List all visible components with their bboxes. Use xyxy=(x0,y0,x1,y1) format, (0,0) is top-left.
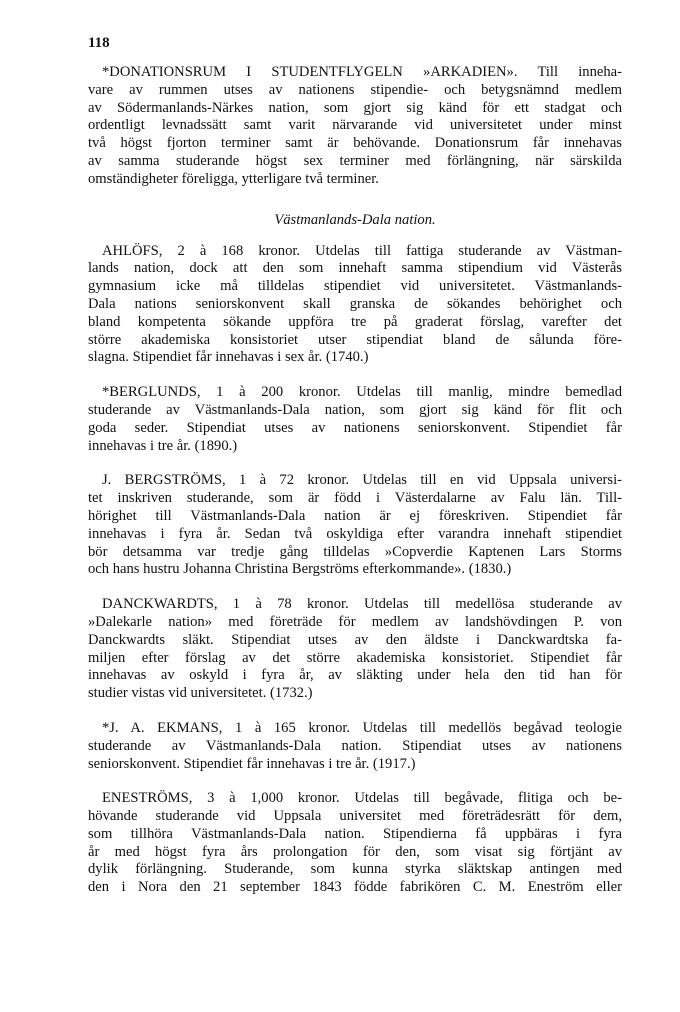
paragraph-gap xyxy=(88,703,622,720)
entry-line: gymnasium icke må tilldelas stipendiet vid universitetet. Västmanlands- xyxy=(88,278,622,295)
entry-enestroms xyxy=(88,790,622,897)
entry-line: seniorskonvent. Stipendiet får innehavas i tre år. (1917.) xyxy=(88,755,416,772)
entry-line: lands nation, dock att den som innehaft samma stipendium vid Västerås xyxy=(88,260,622,277)
entry-line: studerande av Västmanlands-Dala nation, som gjort sig känd för flit och xyxy=(88,401,622,418)
entry-berglunds xyxy=(88,384,622,455)
entry-line: goda seder. Stipendiat utses av nationens seniorskonvent. Stipendiet får xyxy=(88,419,622,436)
entry-line: större akademiska konsistoriet utser stipendiat bland de sålunda före- xyxy=(88,331,622,348)
entry-line: AHLÖFS, 2 à 168 kronor. Utdelas till fattiga studerande av Västman- xyxy=(102,242,622,259)
entry-line: J. BERGSTRÖMS, 1 à 72 kronor. Utdelas till en vid Uppsala universi- xyxy=(102,472,622,489)
paragraph-gap xyxy=(88,367,622,384)
entry-line: *DONATIONSRUM I STUDENTFLYGELN »ARKADIEN». Till inneha- xyxy=(102,64,622,80)
entry-line: hövande studerande vid Uppsala universitet med företrädesrätt för dem, xyxy=(88,808,622,825)
entry-line: *J. A. EKMANS, 1 à 165 kronor. Utdelas till medellös begåvad teologie xyxy=(102,719,622,736)
entry-line: Dala nations seniorskonvent skall granska de sökandes behörighet och xyxy=(88,295,622,312)
entry-line: DANCKWARDTS, 1 à 78 kronor. Utdelas till medellösa studerande av xyxy=(102,596,622,613)
entry-bergstroms xyxy=(88,472,622,579)
entry-line: år med högst fyra års prolongation för den, som visat sig förtjänt av xyxy=(88,843,622,860)
entry-line: bland kompetenta sökande uppföra tre på graderat förslag, varefter det xyxy=(88,313,622,330)
entry-line: av Södermanlands-Närkes nation, som gjort sig känd för ett stadgat och xyxy=(88,99,622,116)
book-page xyxy=(88,34,622,897)
entry-line: som tillhöra Västmanlands-Dala nation. Stipendierna få uppbäras i fyra xyxy=(88,825,622,842)
entry-line: slagna. Stipendiet får innehavas i sex år. (1740.) xyxy=(88,349,369,366)
entry-line: dylik förlängning. Studerande, som kunna styrka släktskap antingen med xyxy=(88,861,622,878)
entry-ahlofs xyxy=(88,243,622,368)
entry-line: omständigheter föreligga, ytterligare två terminer. xyxy=(88,170,379,187)
entry-line: »Dalekarle nation» med företräde för medlem av landshövdingen P. von xyxy=(88,613,622,630)
entry-line: vare av rummen utses av nationens stipendie- och betygsnämnd medlem xyxy=(88,81,622,98)
entry-line: ordentligt levnadssätt samt varit närvarande vid universitetet under minst xyxy=(88,117,622,134)
entry-line: och hans hustru Johanna Christina Bergströms efterkommande». (1830.) xyxy=(88,561,512,578)
section-heading: Västmanlands-Dala nation. xyxy=(274,211,436,228)
paragraph-gap xyxy=(88,455,622,472)
entry-line: två högst fjorton terminer samt är behövande. Donationsrum får innehavas xyxy=(88,135,622,152)
entry-line: den i Nora den 21 september 1843 födde fabrikören C. M. Eneström eller xyxy=(88,879,622,896)
entry-line: studerande av Västmanlands-Dala nation. Stipendiat utses av nationens xyxy=(88,737,622,754)
paragraph-gap xyxy=(88,579,622,596)
entry-line: tet inskriven studerande, som är född i Västerdalarne av Falu län. Till- xyxy=(88,490,622,507)
entry-donationsrum xyxy=(88,64,622,189)
entry-line: innehavas av oskyld i fyra år, av släkting under hela den tid han för xyxy=(88,667,622,684)
entry-danckwardts xyxy=(88,596,622,703)
entry-line: bör detsamma var tredje gång tilldelas »Copverdie Kaptenen Lars Storms xyxy=(88,543,622,560)
entry-line: studier vistas vid universitetet. (1732.) xyxy=(88,685,313,702)
page-number: 118 xyxy=(88,35,110,51)
entry-line: innehavas i fyra år. Sedan två oskyldiga efter varandra innehaft stipendiet xyxy=(88,525,622,542)
entry-line: *BERGLUNDS, 1 à 200 kronor. Utdelas till manlig, mindre bemedlad xyxy=(102,384,622,401)
entry-line: innehavas i tre år. (1890.) xyxy=(88,437,238,454)
entry-ekmans xyxy=(88,720,622,773)
paragraph-gap xyxy=(88,773,622,790)
entry-line: ENESTRÖMS, 3 à 1,000 kronor. Utdelas till begåvade, flitiga och be- xyxy=(102,790,622,807)
entry-line: miljen efter förslag av det större akademiska konsistoriet. Stipendiet får xyxy=(88,649,622,666)
entry-line: hörighet till Västmanlands-Dala nation är ej föreskriven. Stipendiet får xyxy=(88,507,622,524)
entry-line: av samma studerande högst sex terminer med förlängning, när särskilda xyxy=(88,152,622,169)
entry-line: Danckwardts släkt. Stipendiat utses av den äldste i Danckwardtska fa- xyxy=(88,631,622,648)
